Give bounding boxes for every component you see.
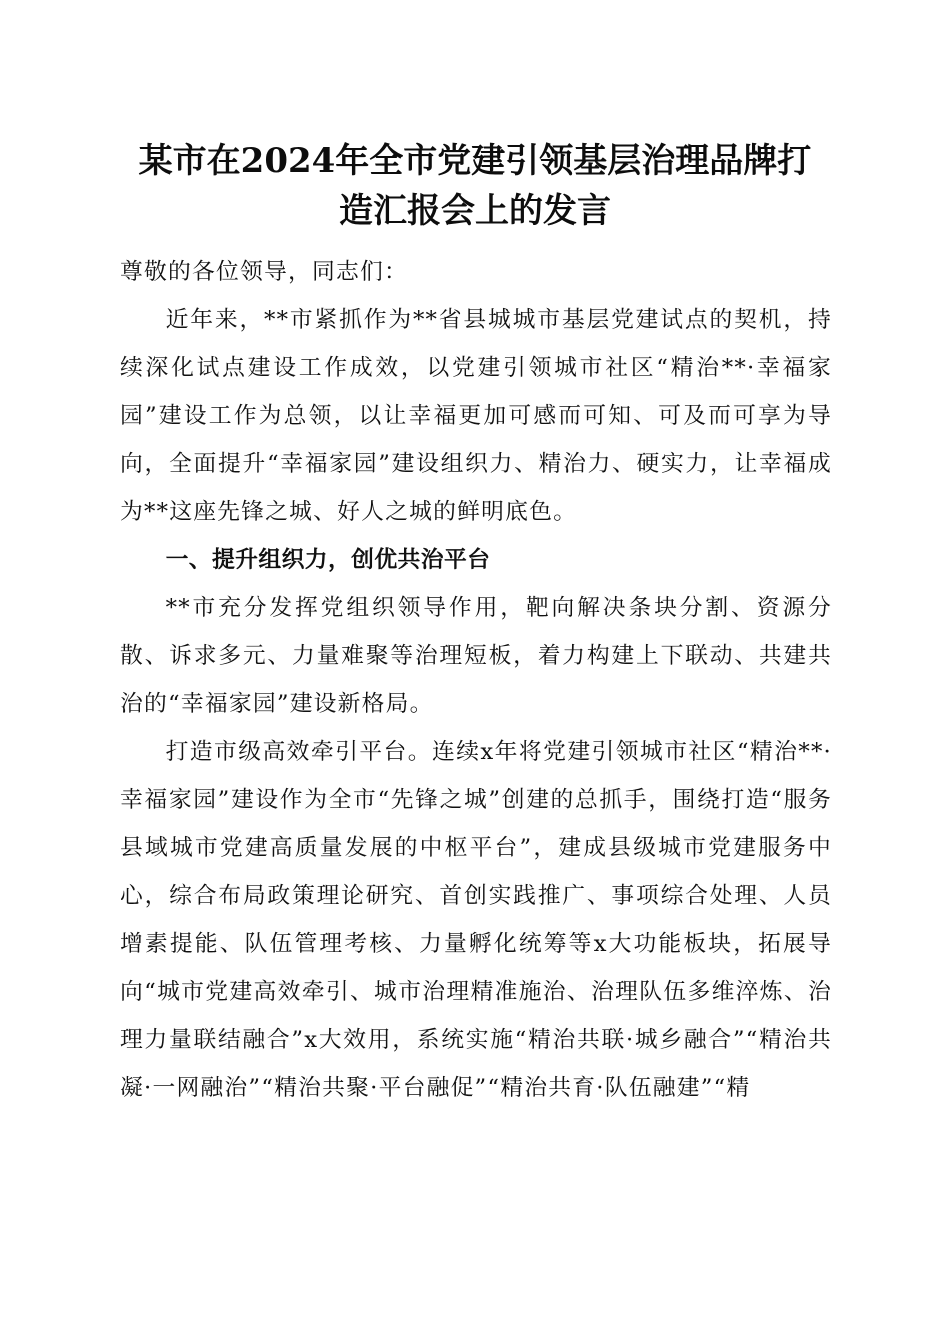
paragraph-intro: 近年来，**市紧抓作为**省县城城市基层党建试点的契机，持续深化试点建设工作成效，以党建引领城市社区“精治**·幸福家园”建设工作为总领，以让幸福更加可感而可知、可及而可享为导向，全面提升“幸福家园”建设组织力、精治力、硬实力，让幸福成为**这座先锋之城、好人之城的鲜明底色。 bbox=[120, 307, 832, 525]
salutation: 尊敬的各位领导，同志们： bbox=[120, 259, 408, 285]
paragraph-platform: 打造市级高效牵引平台。连续x年将党建引领城市社区“精治**·幸福家园”建设作为全市“先锋之城”创建的总抓手，围绕打造“服务县域城市党建高质量发展的中枢平台”，建成县级城市党建服务中心，综合布局政策理论研究、首创实践推广、事项综合处理、人员增素提能、队伍管理考核、力量孵化统筹等x大功能板块，拓展导向“城市党建高效牵引、城市治理精准施治、治理队伍多维淬炼、治理力量联结融合”x大效用，系统实施“精治共联·城乡融合”“精治共凝·一网融治”“精治共聚·平台融促”“精治共育·队伍融建”“精 bbox=[120, 739, 832, 1101]
title-line-1: 某市在2024年全市党建引领基层治理品牌打 bbox=[138, 141, 812, 181]
document-body bbox=[120, 248, 832, 1112]
section-heading-1: 一、提升组织力，创优共治平台 bbox=[165, 547, 491, 573]
title-line-2: 造汇报会上的发言 bbox=[339, 191, 611, 231]
document-title bbox=[100, 136, 850, 236]
paragraph-section-1-intro: **市充分发挥党组织领导作用，靶向解决条块分割、资源分散、诉求多元、力量难聚等治理短板，着力构建上下联动、共建共治的“幸福家园”建设新格局。 bbox=[120, 595, 832, 717]
